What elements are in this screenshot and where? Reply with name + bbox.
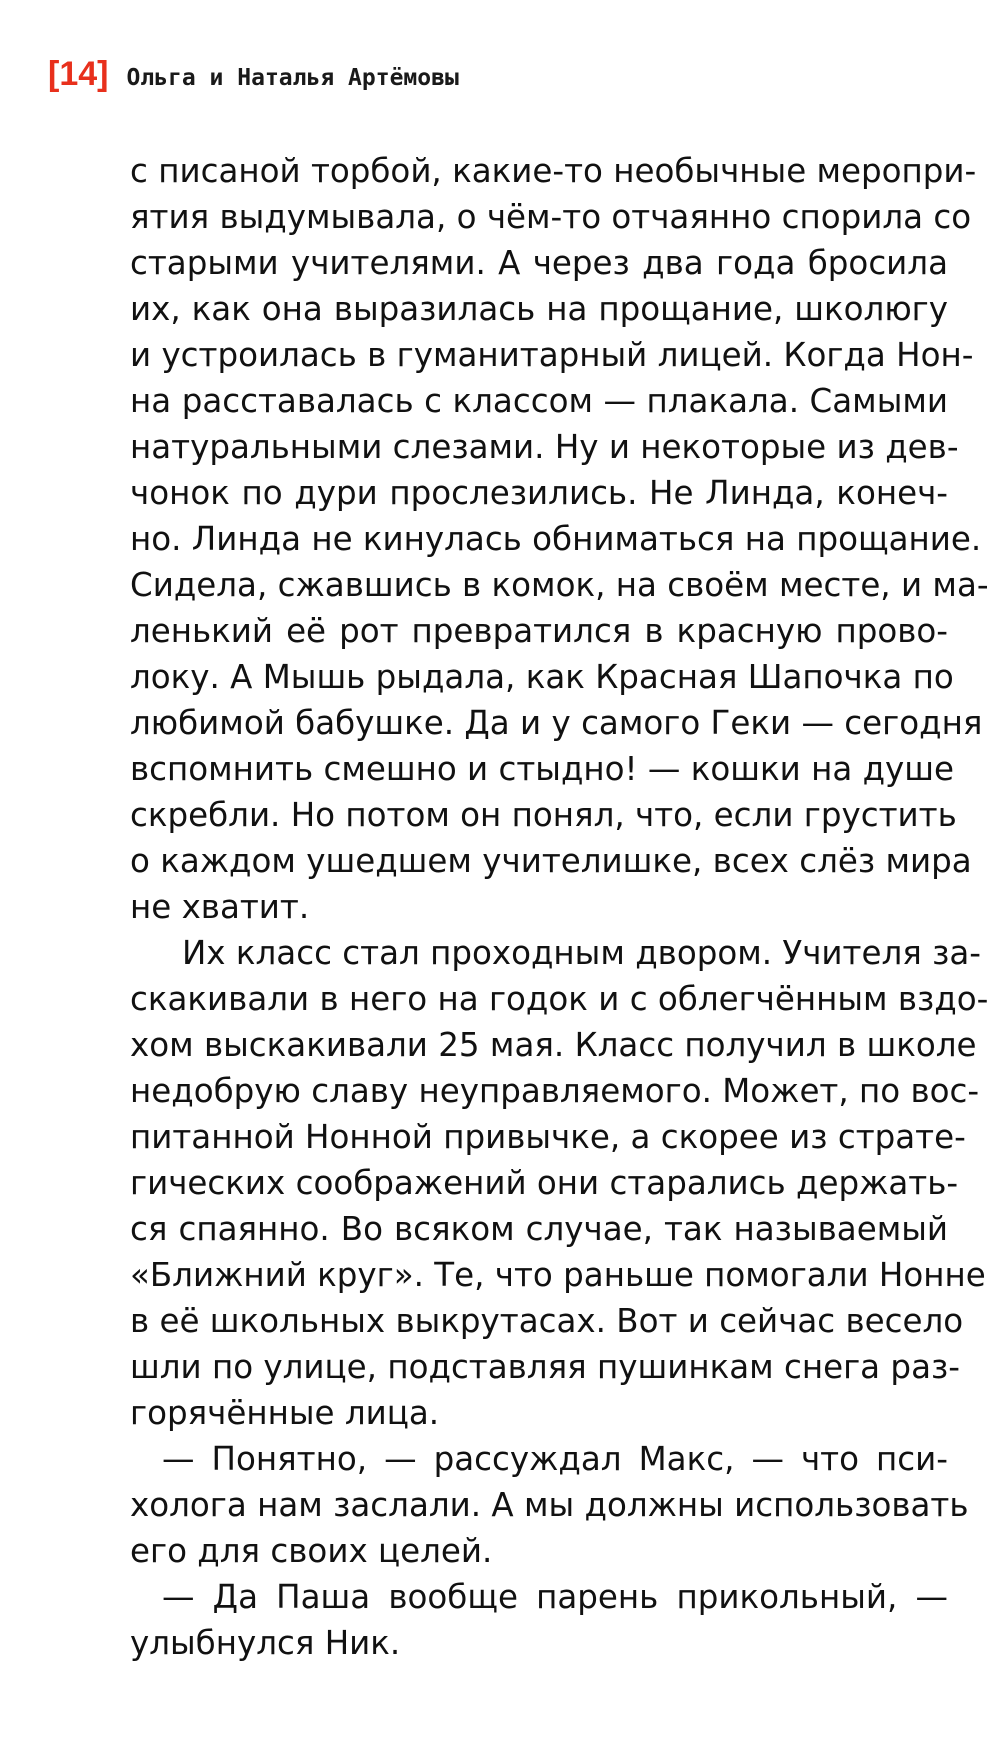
body-text [130, 148, 989, 1666]
text-line: гических соображений они старались держать- [130, 1164, 959, 1202]
text-line: холога нам заслали. А мы должны использовать [130, 1486, 969, 1524]
paragraph-end-line: его для своих целей. [130, 1532, 493, 1570]
text-line: питанной Нонной привычке, а скорее из страте- [130, 1118, 966, 1156]
text-line: скакивали в него на годок и с облегчённым вздо- [130, 980, 989, 1018]
paragraph-end-line: горячённые лица. [130, 1394, 440, 1432]
text-line: на расставалась с классом — плакала. Самыми [130, 382, 948, 420]
page-header [48, 55, 459, 105]
text-line: с писаной торбой, какие-то необычные меропри- [130, 152, 977, 190]
paragraph-start-line: Их класс стал проходным двором. Учителя за- [182, 934, 982, 972]
text-line: Сидела, сжавшись в комок, на своём месте, и ма- [130, 566, 989, 604]
text-line: «Ближний круг». Те, что раньше помогали Нонне [130, 1256, 986, 1294]
text-line: любимой бабушке. Да и у самого Геки — сегодня [130, 704, 983, 742]
text-line: ся спаянно. Во всяком случае, так называемый [130, 1210, 948, 1248]
text-line: локу. А Мышь рыдала, как Красная Шапочка по [130, 658, 954, 696]
text-line: их, как она выразилась на прощание, школюгу [130, 290, 948, 328]
text-line: вспомнить смешно и стыдно! — кошки на душе [130, 750, 955, 788]
text-line: скребли. Но потом он понял, что, если грустить [130, 796, 957, 834]
text-line: ятия выдумывала, о чём-то отчаянно спорила со [130, 198, 972, 236]
paragraph-end-line: улыбнулся Ник. [130, 1624, 401, 1662]
dialogue-start-line: — Да Паша вообще парень прикольный, — [162, 1578, 948, 1616]
paragraph-end-line: не хватит. [130, 888, 310, 926]
running-head: Ольга и Наталья Артёмовы [126, 65, 459, 91]
text-line: шли по улице, подставляя пушинкам снега раз- [130, 1348, 960, 1386]
text-line: хом выскакивали 25 мая. Класс получил в школе [130, 1026, 977, 1064]
text-line: недобрую славу неуправляемого. Может, по вос- [130, 1072, 980, 1110]
text-line: но. Линда не кинулась обниматься на прощание. [130, 520, 982, 558]
text-line: старыми учителями. А через два года бросила [130, 244, 948, 282]
text-line: о каждом ушедшем учителишке, всех слёз мира [130, 842, 972, 880]
text-line: чонок по дури прослезились. Не Линда, конеч- [130, 474, 948, 512]
dialogue-start-line: — Понятно, — рассуждал Макс, — что пси- [162, 1440, 948, 1478]
text-line: и устроилась в гуманитарный лицей. Когда Нон- [130, 336, 974, 374]
text-line: в её школьных выкрутасах. Вот и сейчас весело [130, 1302, 964, 1340]
page-number: [14] [48, 55, 109, 93]
text-line: ленький её рот превратился в красную прово- [130, 612, 948, 650]
text-line: натуральными слезами. Ну и некоторые из дев- [130, 428, 959, 466]
